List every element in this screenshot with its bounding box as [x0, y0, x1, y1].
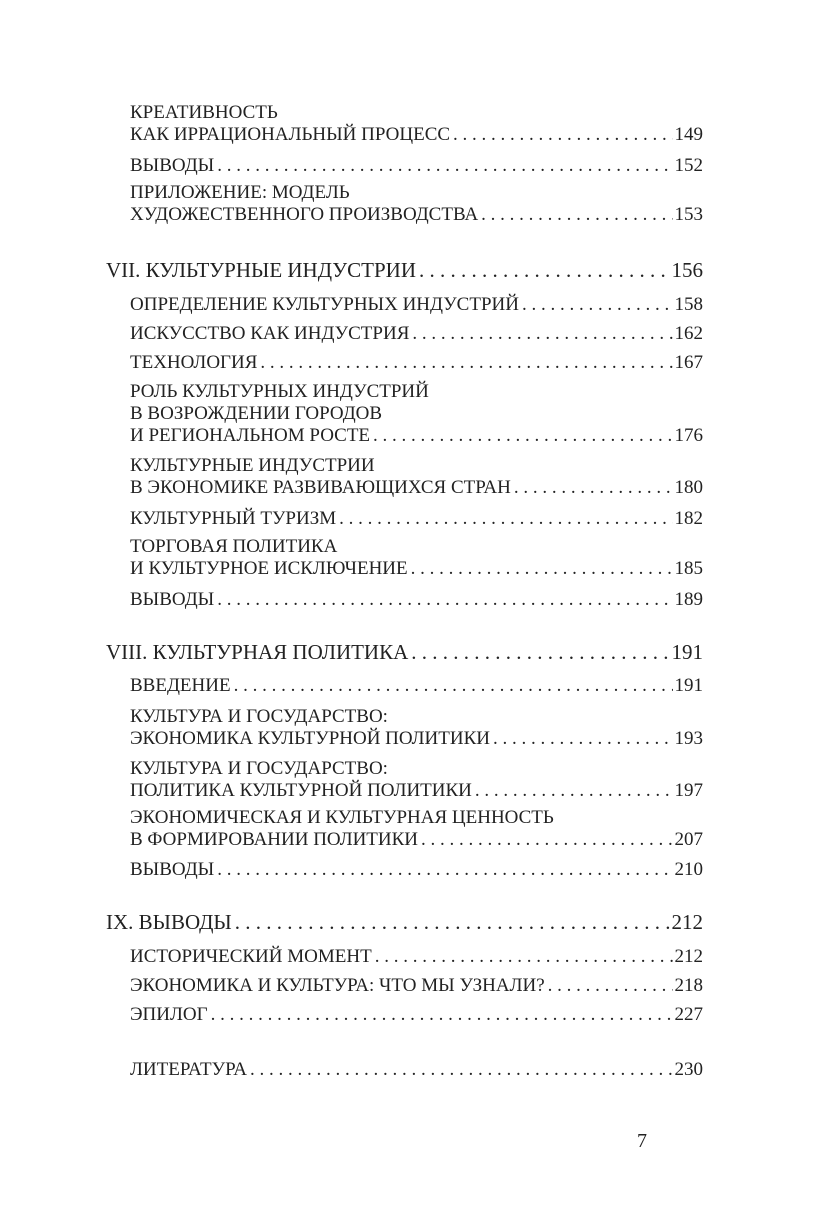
dot-leader [235, 911, 670, 933]
toc-entry [130, 975, 703, 997]
toc-page-number: 152 [674, 155, 703, 176]
dot-leader [412, 323, 672, 345]
toc-title-line: VIII. КУЛЬТУРНАЯ ПОЛИТИКА [106, 640, 409, 664]
toc-entry [130, 381, 703, 447]
toc-title-line: ЛИТЕРАТУРА [130, 1059, 247, 1080]
toc-title-line: ВЫВОДЫ [130, 859, 215, 880]
toc-page-number: 158 [674, 294, 703, 315]
toc-page-number: 212 [674, 946, 703, 967]
dot-leader [548, 975, 673, 997]
toc-title-line: КУЛЬТУРА И ГОСУДАРСТВО: [130, 706, 388, 727]
toc-entry [130, 807, 703, 851]
toc-page-number: 227 [674, 1004, 703, 1025]
dot-leader [339, 508, 672, 530]
toc-title-line: И РЕГИОНАЛЬНОМ РОСТЕ [130, 425, 371, 446]
toc-title-line: ВВЕДЕНИЕ [130, 675, 231, 696]
toc-title-line: ПОЛИТИКА КУЛЬТУРНОЙ ПОЛИТИКИ [130, 780, 472, 801]
toc-entry [130, 589, 703, 611]
toc-title-line: ИСТОРИЧЕСКИЙ МОМЕНТ [130, 946, 372, 967]
toc-page-number: 210 [674, 859, 703, 880]
toc-entry [130, 675, 703, 697]
toc-entry [130, 102, 703, 146]
toc-entry [130, 1059, 703, 1081]
toc-title-line: КРЕАТИВНОСТЬ [130, 102, 278, 123]
toc-title-line: VII. КУЛЬТУРНЫЕ ИНДУСТРИИ [106, 258, 417, 282]
toc-page-number: 153 [674, 204, 703, 225]
toc-title-line: КУЛЬТУРА И ГОСУДАРСТВО: [130, 758, 388, 779]
toc-page-number: 212 [671, 910, 703, 934]
toc-entry [130, 536, 703, 580]
toc-title-line: ЭКОНОМИКА КУЛЬТУРНОЙ ПОЛИТИКИ [130, 728, 490, 749]
dot-leader [375, 946, 673, 968]
dot-leader [475, 780, 673, 802]
toc-title-line: ИСКУССТВО КАК ИНДУСТРИЯ [130, 323, 410, 344]
dot-leader [514, 477, 673, 499]
dot-leader [421, 829, 672, 851]
toc-title-line: ВЫВОДЫ [130, 589, 215, 610]
dot-leader [481, 204, 672, 226]
toc-chapter [106, 641, 703, 663]
toc-entry [130, 946, 703, 968]
toc-title-line: В ФОРМИРОВАНИИ ПОЛИТИКИ [130, 829, 419, 850]
toc-title-line: КАК ИРРАЦИОНАЛЬНЫЙ ПРОЦЕСС [130, 124, 451, 145]
toc-page-number: 191 [671, 640, 703, 664]
toc-entry [130, 323, 703, 345]
toc-page-number: 191 [674, 675, 703, 696]
toc-entry [130, 455, 703, 499]
dot-leader [217, 155, 672, 177]
toc-page-number: 185 [674, 558, 703, 579]
dot-leader [419, 259, 669, 281]
dot-leader [250, 1059, 673, 1081]
toc-title-line: ТЕХНОЛОГИЯ [130, 352, 258, 373]
toc-title-line: ЭКОНОМИКА И КУЛЬТУРА: ЧТО МЫ УЗНАЛИ? [130, 975, 545, 996]
toc-page-number: 193 [674, 728, 703, 749]
toc-page-number: 189 [674, 589, 703, 610]
toc-page-number: 149 [674, 124, 703, 145]
toc-title-line: КУЛЬТУРНЫЙ ТУРИЗМ [130, 508, 337, 529]
dot-leader [411, 641, 669, 663]
page-number: 7 [637, 1130, 647, 1152]
toc-title-line: IX. ВЫВОДЫ [106, 910, 232, 934]
dot-leader [211, 1004, 673, 1026]
dot-leader [373, 425, 672, 447]
toc-title-line: ЭПИЛОГ [130, 1004, 208, 1025]
toc-page-number: 162 [674, 323, 703, 344]
toc-entry [130, 508, 703, 530]
dot-leader [260, 352, 672, 374]
toc-entry [130, 155, 703, 177]
toc-page-number: 218 [674, 975, 703, 996]
toc-title-line: ТОРГОВАЯ ПОЛИТИКА [130, 536, 338, 557]
toc-chapter [106, 259, 703, 281]
toc-entry [130, 859, 703, 881]
toc-entry [130, 706, 703, 750]
dot-leader [234, 675, 673, 697]
toc-page-number: 167 [674, 352, 703, 373]
dot-leader [217, 859, 672, 881]
toc-title-line: В ВОЗРОЖДЕНИИ ГОРОДОВ [130, 403, 383, 424]
dot-leader [453, 124, 672, 146]
toc-title-line: ВЫВОДЫ [130, 155, 215, 176]
toc-entry [130, 182, 703, 226]
dot-leader [411, 558, 673, 580]
toc-page-number: 176 [674, 425, 703, 446]
dot-leader [493, 728, 673, 750]
toc-title-line: ОПРЕДЕЛЕНИЕ КУЛЬТУРНЫХ ИНДУСТРИЙ [130, 294, 519, 315]
toc-title-line: РОЛЬ КУЛЬТУРНЫХ ИНДУСТРИЙ [130, 381, 429, 402]
toc-title-line: В ЭКОНОМИКЕ РАЗВИВАЮЩИХСЯ СТРАН [130, 477, 511, 498]
toc-entry [130, 758, 703, 802]
toc-entry [130, 294, 703, 316]
toc-page-number: 207 [674, 829, 703, 850]
toc-chapter [106, 911, 703, 933]
toc-page-number: 180 [674, 477, 703, 498]
toc-page-number: 156 [671, 258, 703, 282]
toc-title-line: И КУЛЬТУРНОЕ ИСКЛЮЧЕНИЕ [130, 558, 408, 579]
toc-title-line: КУЛЬТУРНЫЕ ИНДУСТРИИ [130, 455, 375, 476]
toc-title-line: ЭКОНОМИЧЕСКАЯ И КУЛЬТУРНАЯ ЦЕННОСТЬ [130, 807, 554, 828]
toc-title-line: ХУДОЖЕСТВЕННОГО ПРОИЗВОДСТВА [130, 204, 479, 225]
toc-title-line: ПРИЛОЖЕНИЕ: МОДЕЛЬ [130, 182, 350, 203]
toc-page-number: 197 [674, 780, 703, 801]
toc-entry [130, 1004, 703, 1026]
toc-page-number: 230 [674, 1059, 703, 1080]
toc-page-number: 182 [674, 508, 703, 529]
dot-leader [217, 589, 672, 611]
toc-entry [130, 352, 703, 374]
dot-leader [522, 294, 673, 316]
